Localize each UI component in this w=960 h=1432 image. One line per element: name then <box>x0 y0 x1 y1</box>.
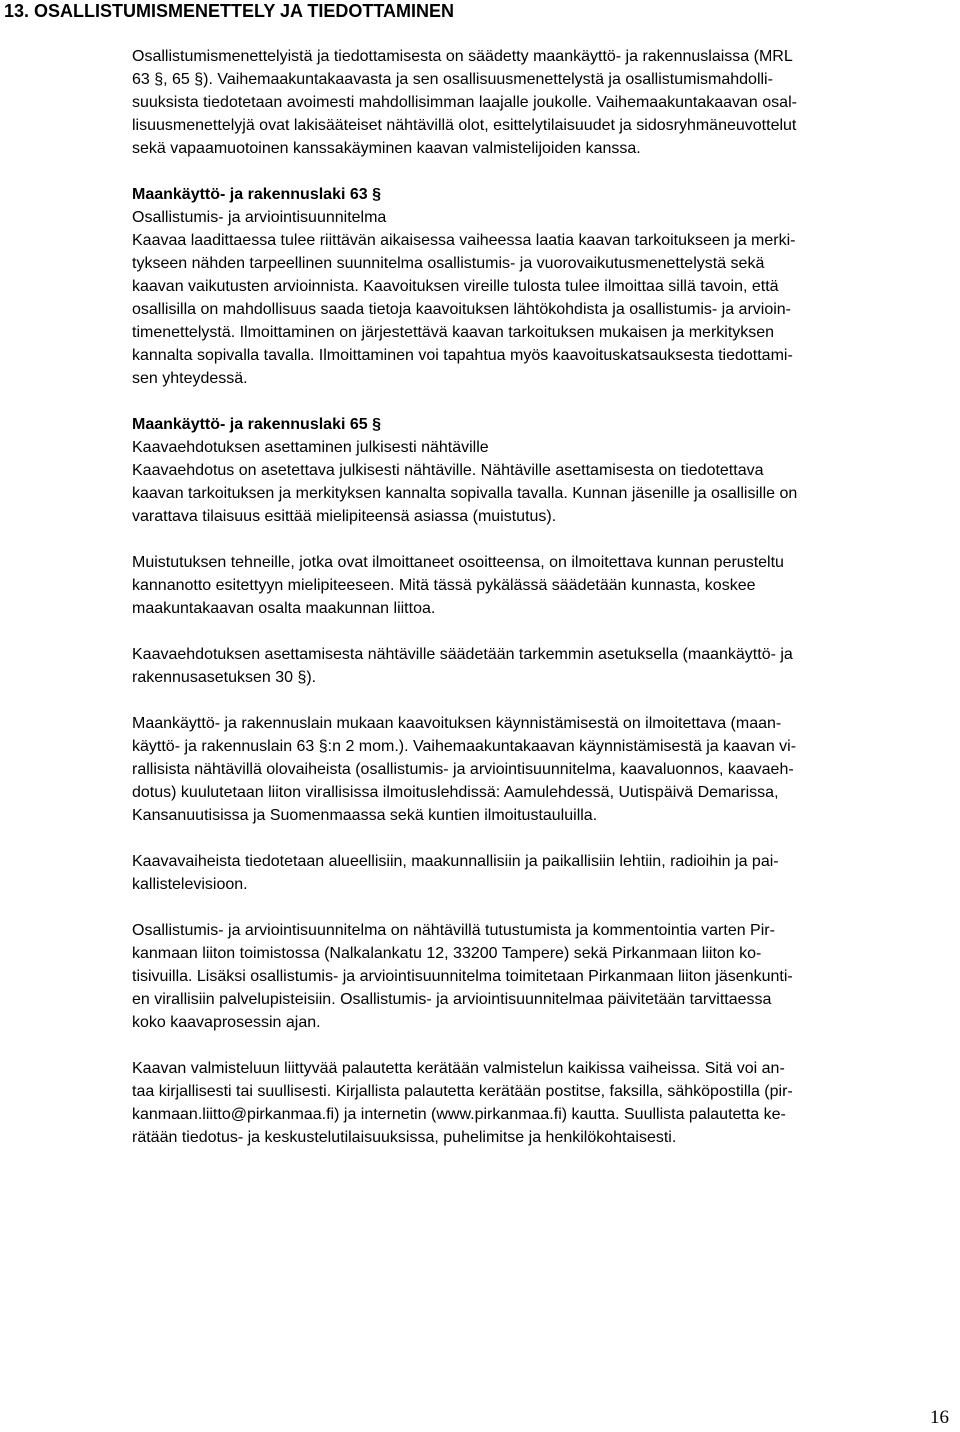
paragraph-line: Osallistumismenettelyistä ja tiedottamisesta on säädetty maankäyttö- ja rakennuslaissa (MRL <box>132 48 793 65</box>
paragraph-line: tisivuilla. Lisäksi osallistumis- ja arviointisuunnitelma toimitetaan Pirkanmaan liiton jäsenkunti- <box>132 968 793 985</box>
paragraph-line: kallistelevisioon. <box>132 876 248 893</box>
law-section-subtitle: Osallistumis- ja arviointisuunnitelma <box>132 209 387 226</box>
paragraph-line: tykseen nähden tarpeellinen suunnitelma osallistumis- ja vuorovaikutusmenettelystä sekä <box>132 255 765 272</box>
paragraph-mrl-65 <box>132 413 956 528</box>
paragraph-line: rallisista nähtävillä olovaiheista (osallistumis- ja arviointisuunnitelma, kaavaluonnos, kaavaeh- <box>132 761 794 778</box>
paragraph-line: suuksista tiedotetaan avoimesti mahdollisimman laajalle joukolle. Vaihemaakuntakaavan osal- <box>132 94 797 111</box>
law-section-heading: Maankäyttö- ja rakennuslaki 63 § <box>132 186 381 203</box>
paragraph-line: rakennusasetuksen 30 §). <box>132 669 317 686</box>
paragraph-line: Osallistumis- ja arviointisuunnitelma on nähtävillä tutustumista ja kommentointia varten Pir- <box>132 922 775 939</box>
paragraph-line: Kaavavaiheista tiedotetaan alueellisiin, maakunnallisiin ja paikallisiin lehtiin, radioihin ja pai- <box>132 853 779 870</box>
paragraph-line: kanmaan.liitto@pirkanmaa.fi) ja internetin (www.pirkanmaa.fi) kautta. Suullista palautetta ke- <box>132 1106 786 1123</box>
paragraph-line: kaavan tarkoituksen ja merkityksen kannalta sopivalla tavalla. Kunnan jäsenille ja osallisille on <box>132 485 798 502</box>
paragraph-line: Maankäyttö- ja rakennuslain mukaan kaavoituksen käynnistämisestä on ilmoitettava (maan- <box>132 715 782 732</box>
paragraph-line: kannalta sopivalla tavalla. Ilmoittaminen voi tapahtua myös kaavoituskatsauksesta tiedottami- <box>132 347 793 364</box>
paragraph-oas <box>132 919 956 1034</box>
paragraph-line: sen yhteydessä. <box>132 370 248 387</box>
paragraph-line: kaavan vaikutusten arvioinnista. Kaavoituksen vireille tulosta tulee ilmoittaa sillä tavoin, että <box>132 278 779 295</box>
paragraph-line: käyttö- ja rakennuslain 63 §:n 2 mom.). Vaihemaakuntakaavan käynnistämisestä ja kaavan vi- <box>132 738 797 755</box>
paragraph-line: Kaavaehdotuksen asettamisesta nähtäville säädetään tarkemmin asetuksella (maankäyttö- ja <box>132 646 793 663</box>
paragraph-palaute <box>132 1057 956 1149</box>
paragraph-line: 63 §, 65 §). Vaihemaakuntakaavasta ja sen osallisuusmenettelystä ja osallistumismahdolli- <box>132 71 773 88</box>
paragraph-asetus <box>132 643 956 689</box>
paragraph-line: osallisilla on mahdollisuus saada tietoja kaavoituksen lähtökohdista ja osallistumis- ja arvioin- <box>132 301 792 318</box>
paragraph-line: dotus) kuulutetaan liiton virallisissa ilmoituslehdissä: Aamulehdessä, Uutispäivä Demarissa, <box>132 784 779 801</box>
paragraph-line: kannanotto esitettyyn mielipiteeseen. Mitä tässä pykälässä säädetään kunnasta, koskee <box>132 577 756 594</box>
paragraph-line: rätään tiedotus- ja keskustelutilaisuuksissa, puhelimitse ja henkilökohtaisesti. <box>132 1129 677 1146</box>
document-body <box>132 45 956 1149</box>
paragraph-line: maakuntakaavan osalta maakunnan liittoa. <box>132 600 436 617</box>
paragraph-muistutus <box>132 551 956 620</box>
paragraph-line: timenettelystä. Ilmoittaminen on järjestettävä kaavan tarkoituksen mukaisen ja merkityksen <box>132 324 775 341</box>
paragraph-line: varattava tilaisuus esittää mielipiteensä asiassa (muistutus). <box>132 508 557 525</box>
paragraph-line: kanmaan liiton toimistossa (Nalkalankatu 12, 33200 Tampere) sekä Pirkanmaan liiton ko- <box>132 945 762 962</box>
paragraph-line: koko kaavaprosessin ajan. <box>132 1014 321 1031</box>
paragraph-intro <box>132 45 956 160</box>
paragraph-line: Kaavaa laadittaessa tulee riittävän aikaisessa vaiheessa laatia kaavan tarkoitukseen ja merki- <box>132 232 796 249</box>
section-heading: 13. OSALLISTUMISMENETTELY JA TIEDOTTAMINEN <box>4 1 455 21</box>
paragraph-line: Muistutuksen tehneille, jotka ovat ilmoittaneet osoitteensa, on ilmoitettava kunnan perusteltu <box>132 554 784 571</box>
paragraph-line: lisuusmenettelyjä ovat lakisääteiset nähtävillä olot, esittelytilaisuudet ja sidosryhmäneuvottelut <box>132 117 797 134</box>
paragraph-line: Kansanuutisissa ja Suomenmaassa sekä kuntien ilmoitustauluilla. <box>132 807 598 824</box>
law-section-subtitle: Kaavaehdotuksen asettaminen julkisesti nähtäville <box>132 439 489 456</box>
paragraph-line: sekä vapaamuotoinen kanssakäyminen kaavan valmistelijoiden kanssa. <box>132 140 641 157</box>
paragraph-mrl-63 <box>132 183 956 390</box>
law-section-heading: Maankäyttö- ja rakennuslaki 65 § <box>132 416 381 433</box>
page-number: 16 <box>930 1407 949 1428</box>
paragraph-line: en virallisiin palvelupisteisiin. Osallistumis- ja arviointisuunnitelmaa päivitetään tarvittaessa <box>132 991 772 1008</box>
paragraph-line: Kaavaehdotus on asetettava julkisesti nähtäville. Nähtäville asettamisesta on tiedotettava <box>132 462 764 479</box>
paragraph-line: Kaavan valmisteluun liittyvää palautetta kerätään valmistelun kaikissa vaiheissa. Sitä voi an- <box>132 1060 785 1077</box>
paragraph-kuulutus <box>132 712 956 827</box>
paragraph-line: taa kirjallisesti tai suullisesti. Kirjallista palautetta kerätään postitse, faksilla, sähköpostilla (pir- <box>132 1083 793 1100</box>
paragraph-media <box>132 850 956 896</box>
